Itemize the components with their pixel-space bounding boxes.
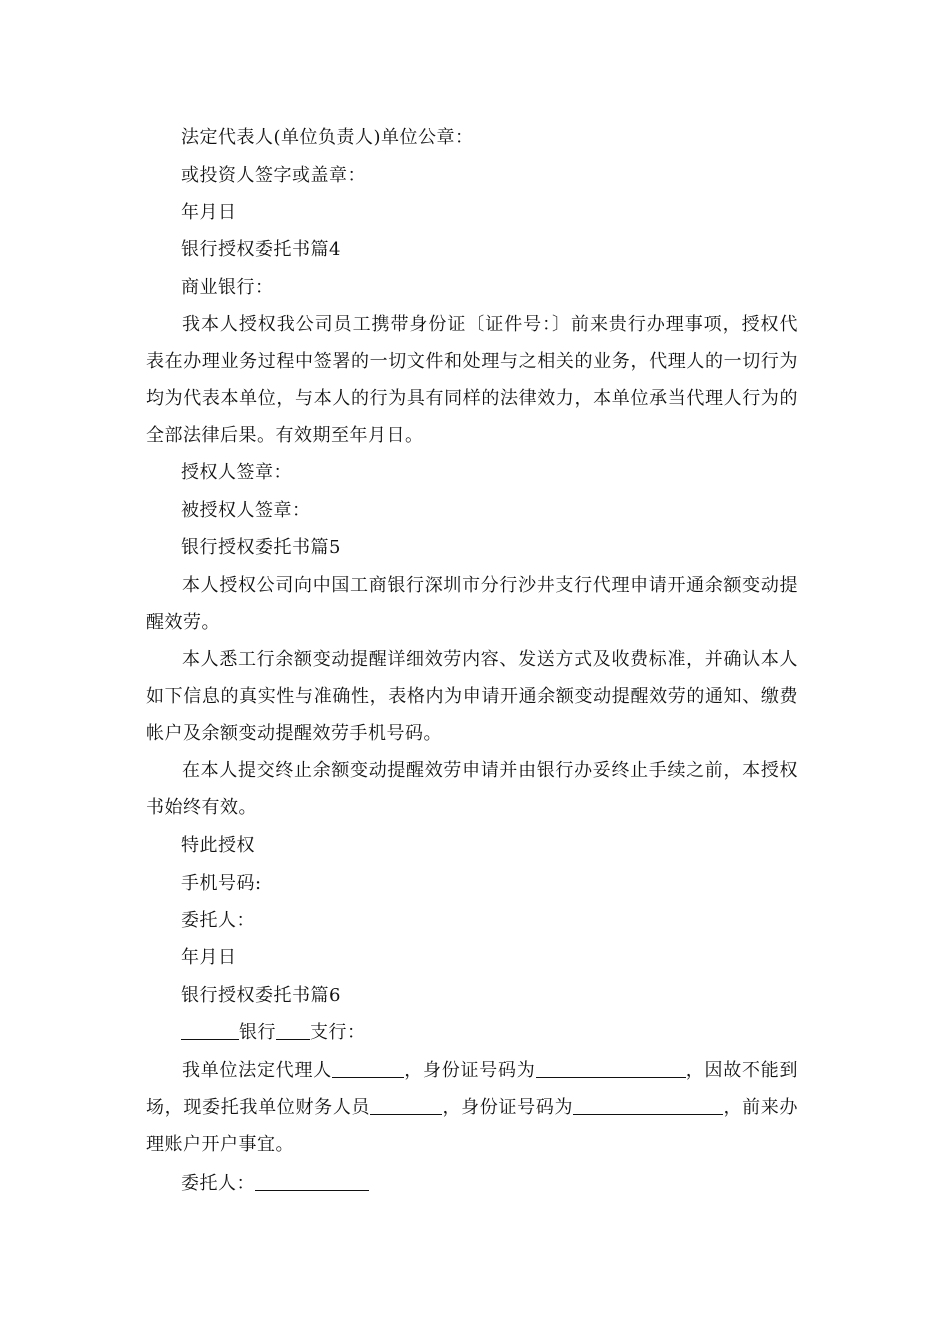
section-heading-5: 银行授权委托书篇5 [181,537,341,558]
id-number-blank-2 [573,1096,723,1115]
principal-blank [255,1172,369,1191]
confirmation-paragraph: 本人悉工行余额变动提醒详细效劳内容、发送方式及收费标准，并确认本人如下信息的真实性与准确性，表格内为申请开通余额变动提醒效劳的通知、缴费帐户及余额变动提醒效劳手机号码。 [146,649,798,744]
finance-staff-text: ，因故不能到场，现委托我单位财务人员 [146,1060,798,1118]
authorization-paragraph-4: 我本人授权我公司员工携带身份证〔证件号：〕前来贵行办理事项，授权代表在办理业务过程中签署的一切文件和处理与之相关的业务，代理人的一切行为均为代表本单位，与本人的行为具有同样的法律效力，本单位承当代理人行为的全部法律后果。有效期至年月日。 [146,314,798,446]
validity-paragraph: 在本人提交终止余额变动提醒效劳申请并由银行办妥终止手续之前，本授权书始终有效。 [146,760,798,818]
date-line: 年月日 [181,202,237,223]
legal-rep-text: 我单位法定代理人 [182,1060,332,1081]
principal-line: 委托人： [181,910,255,931]
id-number-text-2: ，身份证号码为 [442,1097,574,1118]
legal-rep-blank [332,1059,404,1078]
bank-name-blank [181,1021,239,1040]
principal-line-2 [181,1172,369,1196]
branch-name-blank [276,1021,310,1040]
finance-staff-blank [370,1096,442,1115]
bank-branch-line [181,1021,366,1045]
id-number-blank [536,1059,686,1078]
bank-addressee: 商业银行： [181,277,274,298]
investor-signature-line: 或投资人签字或盖章： [181,165,366,186]
bank-label: 银行 [239,1022,276,1043]
account-opening-text: ，前来办理账户开户事宜。 [146,1097,798,1155]
authorization-paragraph-5: 本人授权公司向中国工商银行深圳市分行沙井支行代理申请开通余额变动提醒效劳。 [146,575,798,633]
account-opening-paragraph [146,1052,798,1163]
branch-label: 支行： [310,1022,366,1043]
hereby-authorize-line: 特此授权 [181,835,255,856]
section-heading-6: 银行授权委托书篇6 [181,985,341,1006]
authorizer-signature-line: 授权人签章： [181,462,292,483]
legal-rep-seal-line: 法定代表人(单位负责人)单位公章： [181,127,474,148]
section-heading-4: 银行授权委托书篇4 [181,239,341,260]
id-number-text: ，身份证号码为 [404,1060,536,1081]
phone-number-line: 手机号码: [181,873,262,894]
authorized-signature-line: 被授权人签章： [181,500,311,521]
principal-label: 委托人： [181,1173,255,1194]
date-line-2: 年月日 [181,947,237,968]
